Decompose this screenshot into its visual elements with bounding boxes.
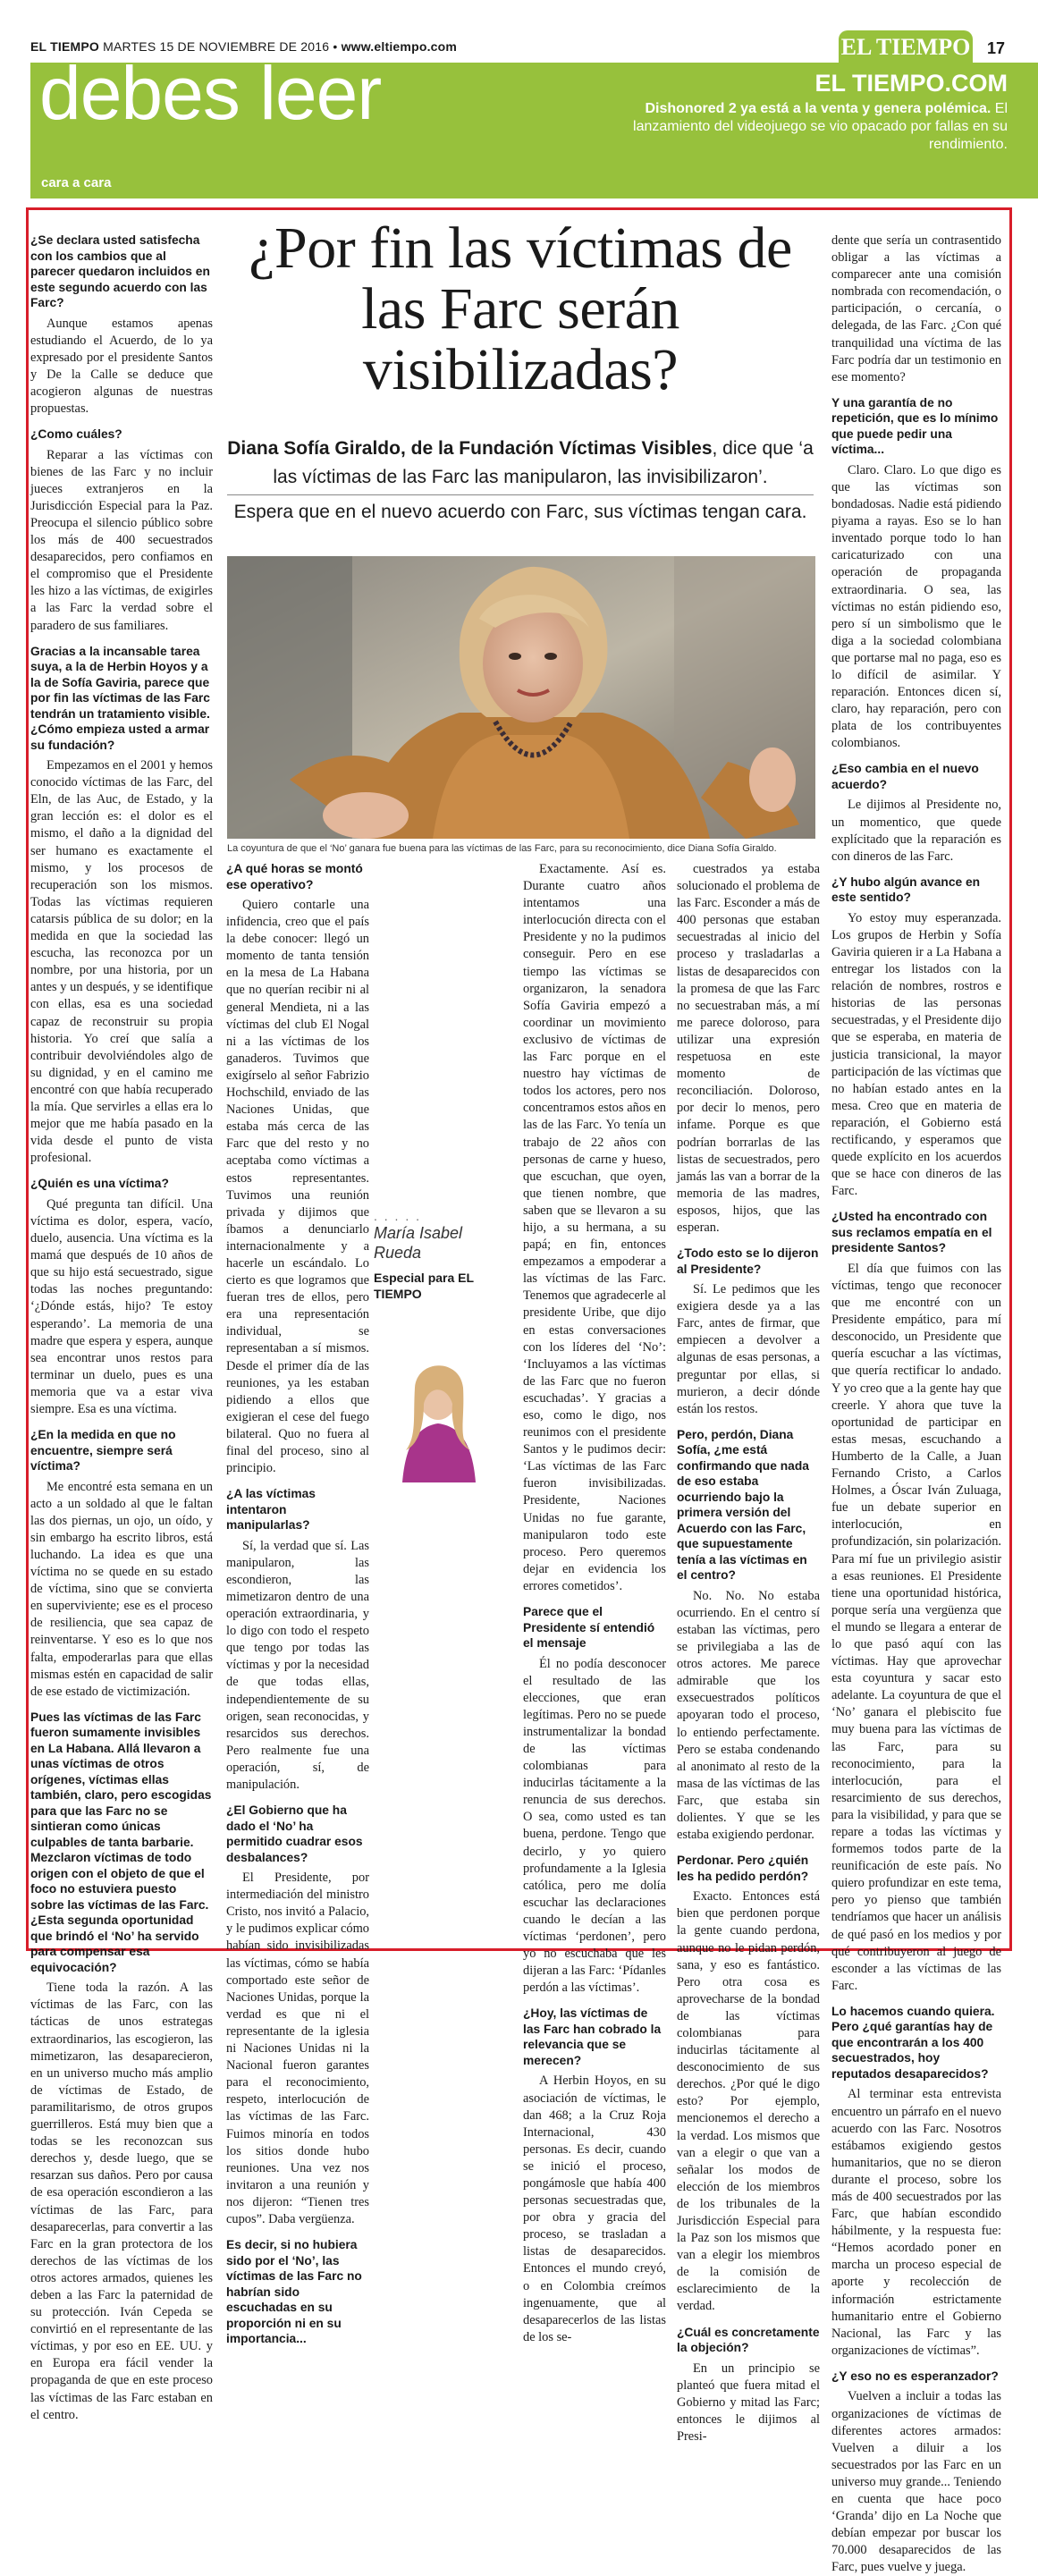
interview-answer: No. No. No estaba ocurriendo. En el centro sí estaban las víctimas, pero se privilegiaba a las de otros actores. Me parece admirable que los exsecuestrados políticos apoyaran todo el proceso, lo entiendo perfectamente. Pero se estaba condenando al anonimato al resto de la masa de las víctimas de las Farc, que estaba sin dolientes. Y que se les estaba exigiendo perdonar.	[677, 1588, 820, 1843]
interview-answer: cuestrados ya estaba solucionado el problema de las Farc. Esconder a más de 400 personas que estaban secuestradas al inicio del proceso y trasladarlas a listas de desaparecidos con la promesa de que las Farc no secuestraban más, a mí me parece doloroso, para utilizar una expresión respetuosa en este momento de reconciliación. Doloroso, por decir lo menos, pero infame. Porque es que podrían borrarlas de las listas de secuestrados, pero jamás las van a borrar de la memoria de las madres, esposos, hijos, que las esperan.	[677, 862, 820, 1235]
interviewee-photo-illustration	[227, 556, 815, 839]
interview-answer: El día que fuimos con las víctimas, tengo que reconocer que me encontré con un Presidente empático, para mí desconocido, un Presidente que quería escuchar a las víctimas, que quería rectificar lo andado. Y yo creo que a la gente hay que creerle. Y ahora que tuve la oportunidad de participar en estas mesas, escuchando a Humberto de la Calle, a Juan Fernando Cristo, a Carlos Holmes, a Óscar Iván Zuluaga, fue un debate superior en interlocución, en profundización, sin polarización. Para mí fue un privilegio asistir a esas reuniones. El Presidente tiene una oportunidad histórica, porque sería una vergüenza que el mundo se llegara a enterar de lo que pasó aquí con las víctimas. Hay que aprovechar esta coyuntura y sacar esto adelante. La coyuntura de que el ‘No’ ganara el plebiscito fue muy buena para las víctimas de las Farc, para su reconocimiento, para la interlocución, para el resarcimiento de sus derechos, para la visibilidad, y para que se repare a todas las víctimas y formemos todos parte de la reunificación de este país. No quiero profundizar en este tema, pero yo pienso que también tendríamos que hacer un análisis de qué pasó en los medios y por qué contribuyeron al juego de esconder a las víctimas de las Farc.	[831, 1261, 1001, 1993]
interview-question: Lo hacemos cuando quiera. Pero ¿qué garantías hay de que encontrarán a los 400 secuestrados, hoy reputados desaparecidos?	[831, 2004, 995, 2081]
interview-answer: Sí, la verdad que sí. Las manipularon, las escondieron, las mimetizaron dentro de una operación extraordinaria, y lo digo con todo el respeto que tengo por todas las víctimas y por la necesidad de que todas ellas, independientemente de su origen, sean reconocidas, y resarcidos sus derechos. Pero realmente fue una operación, sí, de manipulación.	[226, 1538, 369, 1792]
interview-question: ¿Todo esto se lo dijeron al Presidente?	[677, 1246, 819, 1276]
interview-question: ¿Quién es una víctima?	[30, 1177, 169, 1191]
interviewee-photo	[227, 556, 815, 839]
interview-answer: Yo estoy muy esperanzada. Los grupos de Herbin y Sofía Gaviria quieren ir a La Habana a entregar los listados con la relación de nombres, rostros e historias de las personas secuestradas, y el Presidente dijo que se esperaba, en materia de justicia transicional, la mayor participación de las víctimas que no habían estado antes en la mesa. Creo que en materia de reparación, el Gobierno está rectificando, y esperamos que quede explícito en los acuerdos que se hace con dineros de las Farc.	[831, 910, 1001, 1199]
interview-question: ¿Como cuáles?	[30, 427, 122, 442]
interview-answer: dente que sería un contrasentido obligar a las víctimas a comparecer ante una comisión nombrada con recomendación, o participación, o cercanía, o delegada, de las Farc. ¿Con qué tranquilidad una víctima de las Farc podría dar un testimonio en ese momento?	[831, 233, 1001, 384]
interview-answer: El Presidente, por intermediación del ministro Cristo, nos invitó a Palacio, y le pudimos explicar cómo habían sido invisibilizadas las víctimas, cómo se había comportado este señor de Naciones Unidas, porque la verdad es que ni el representante de la iglesia ni Naciones Unidas ni la Nacional fueron garantes para el reconocimiento, respeto, interlocución de las víctimas de las Farc. Fuimos minoría en todos los sitios donde hubo reuniones. Una vez nos invitaron a una reunión y nos dijeron: “Tienen tres cupos”. Daba vergüenza.	[226, 1871, 369, 2226]
column-2	[226, 861, 369, 2346]
interview-answer: Qué pregunta tan difícil. Una víctima es dolor, espera, vacío, duelo, ausencia. Una víctima es la mamá que después de 10 años de que su hijo está secuestrado, sigue todas las noches preguntando: ‘¿Dónde estás, hijo? Te estoy esperando’. La memoria de una madre que espera y espera, aunque sea encontrar unos restos para terminar un duelo, pues es una memoria que va a estar viva siempre. Esa es una víctima.	[30, 1196, 213, 1416]
separator: •	[333, 39, 338, 54]
byline-name: María Isabel Rueda	[374, 1224, 463, 1262]
column-4	[677, 861, 820, 2444]
interview-question: ¿Eso cambia en el nuevo acuerdo?	[831, 762, 979, 791]
article-deck	[227, 435, 814, 527]
interview-answer: Al terminar esta entrevista encuentro un párrafo en el nuevo acuerdo con las Farc. Nosotros estábamos exigiendo gestos humanitarios, que no se dieron durante el proceso, sobre los más de 400 secuestrados por las Farc, que habían escondido hábilmente, y la respuesta fue: “Hemos acordado poner en marcha un proceso especial de aporte y recolección de información estrictamente humanitario entre el Gobierno Nacional, las Farc y las organizaciones de víctimas”.	[831, 2087, 1001, 2358]
deck-bold: Diana Sofía Giraldo, de la Fundación Víctimas Visibles	[227, 438, 713, 459]
interview-question: Gracias a la incansable tarea suya, a la de Herbin Hoyos y a la de Sofía Gaviria, parece que por fin las víctimas de las Farc tendrán un tratamiento visible. ¿Cómo empieza usted a armar su fundación?	[30, 644, 210, 752]
interview-question: Pues las víctimas de las Farc fueron sumamente invisibles en La Habana. Allá llevaron a unas víctimas de otros orígenes, víctimas ellas también, claro, pero escogidas para que las Farc no se sintieran como únicas culpables de tanta barbarie. Mezclaron víctimas de todo origen con el objeto de que el foco no estuviera puesto sobre las víctimas de las Farc. ¿Esta segunda oportunidad que brindó el ‘No’ ha servido para compensar esa equivocación?	[30, 1710, 212, 1974]
interview-answer: Empezamos en el 2001 y hemos conocido víctimas de las Farc, del Eln, de las Auc, de Estado, y la gran lección es: el dolor es el mismo, el daño a la dignidad del ser humano es exactamente el mismo, y los procesos de recuperación son los mismos. Todas las víctimas requieren catarsis pública de su dolor; en la medida en que la sociedad las escucha, las reconozca por un nombre, por una historia, por un antes y un después, y se identifique con ellas, esa es una sociedad capaz de reconstruir su propia historia. Yo creí que salía a contribuir devolviéndoles algo de su dignidad, y en el camino me encontré con que había recuperado la mía. Que servirles a ellas era lo mejor que me había pasado en la vida desde el punto de vista profesional.	[30, 758, 213, 1166]
column-1	[30, 232, 213, 2422]
promo-brand: EL TIEMPO.COM	[814, 70, 1008, 97]
byline-dots: . . . . .	[374, 1209, 422, 1223]
issue-date: MARTES 15 DE NOVIEMBRE DE 2016	[103, 39, 330, 54]
article-headline: ¿Por fin las víctimas de las Farc serán visibilizadas?	[249, 215, 792, 402]
website-url[interactable]: www.eltiempo.com	[341, 39, 458, 54]
section-title: debes leer	[39, 51, 382, 135]
byline	[374, 1209, 508, 1302]
brand-tab: EL TIEMPO	[839, 30, 973, 63]
deck-line-3: Espera que en el nuevo acuerdo con Farc, sus víctimas tengan cara.	[233, 502, 807, 522]
banner-margin	[0, 63, 30, 198]
interview-question: ¿A qué horas se montó ese operativo?	[226, 862, 363, 891]
interview-answer: A Herbin Hoyos, en su asociación de víctimas, le dan 468; a la Cruz Roja Internacional, 430 personas. Es decir, cuando se inició el proceso, pongámosle que había 400 personas secuestradas que, por obra y gracia del proceso, se trasladan a listas de desaparecidos. Entonces el mundo creyó, o en Colombia creímos ingenuamente, que al desaparecerlos de las listas de los se-	[523, 2073, 666, 2344]
interview-question: Y una garantía de no repetición, que es lo mínimo que puede pedir una víctima...	[831, 395, 999, 457]
interview-question: ¿En la medida en que no encuentre, siempre será víctima?	[30, 1428, 176, 1474]
interview-question: ¿A las víctimas intentaron manipularlas?	[226, 1487, 316, 1533]
interview-answer: Aunque estamos apenas estudiando el Acuerdo, de lo ya expresado por el presidente Santos y De la Calle se deduce que acogieron algunas de nuestras propuestas.	[30, 316, 213, 416]
interview-answer: Vuelven a incluir a todas las organizaciones de víctimas de diferentes actores armados: Vuelven a diluir a los secuestrados por las Farc en un universo muy grande... Teniendo en cuenta que hace poco ‘Granda’ dijo en La Noche que debían empezar por buscar los 70.000 desaparecidos de las Farc, pues vuelve y juega.	[831, 2389, 1001, 2575]
interview-answer: Quiero contarle una infidencia, creo que el país la debe conocer: llegó un momento de tanta tensión en la mesa de La Habana que no querían recibir ni al general Mendieta, ni a las víctimas del club El Nogal ni a las víctimas de los ganaderos. Tuvimos que exigírselo al señor Fabrizio Hochschild, enviado de las Naciones Unidas, que estaba más cerca de las Farc que del resto y no aceptaba como víctimas a estos representantes. Tuvimos una reunión privada y dijimos que íbamos a denunciarlo internacionalmente y a hacerle un escándalo. Lo cierto es que logramos que fueran tres de ellos, pero era una representación individual, se representaban a sí mismos. Desde el primer día de las reuniones, ya les estaban pidiendo a ellos que exigieran el cese del fuego bilateral. Quo no fuera al final del proceso, sino al principio.	[226, 898, 369, 1476]
interview-answer: Claro. Claro. Lo que digo es que las víctimas son bondadosas. Nadie está pidiendo piyama a rayas. Eso se lo han inventado porque todo lo han caricaturizado con una operación de propaganda extraordinaria. O sea, las víctimas no están pidiendo eso, pero sí un simbolismo que le diga a la sociedad colombiana que portarse mal no paga, eso es lo difícil de asimilar. Y reparación. Entonces dicen sí, claro, hay reparación, pero con plata de los contribuyentes colombianos.	[831, 462, 1001, 751]
interview-question: ¿Se declara usted satisfecha con los cambios que al parecer quedaron incluidos en este segundo acuerdo con las Farc?	[30, 233, 210, 309]
deck-rest: , dice que ‘a las víctimas de las Farc las manipularon, las invisibilizaron’.	[273, 438, 814, 487]
interview-answer: Él no podía desconocer el resultado de las elecciones, que eran legítimas. Pero no se puede instrumentalizar la bondad de las víctimas colombianas para inducirlas tácitamente a la renuncia de sus derechos. O sea, como usted es tan buena, perdone. Tengo que decirlo, y yo quiero profundamente a la Iglesia católica, pero me dolía escuchar las declaraciones cuando le decían a las víctimas ‘perdonen’, pero yo no escuchaba que les dijeran a las Farc: ‘Pídanles perdón a las víctimas’.	[523, 1656, 666, 1996]
interview-answer: Me encontré esta semana en un acto a un soldado al que le faltan las dos piernas, un ojo, un oído, y sin embargo ha escrito libros, está luchando. La idea es que una víctima no se quede en su estado de víctima, sino que se convierta en superviviente; ese es el proceso de resiliencia, que sea capaz de reinventarse. Y eso es lo que nos falta, empoderarlas para que ellas mismas estén en capacidad de salir de ese estado de victimización.	[30, 1479, 213, 1699]
interview-question: ¿El Gobierno que ha dado el ‘No’ ha permitido cuadrar esos desbalances?	[226, 1803, 363, 1864]
photo-caption: La coyuntura de que el ‘No’ ganara fue buena para las víctimas de las Farc, para su reconocimiento, dice Diana Sofía Giraldo.	[227, 843, 777, 854]
interview-answer: Le dijimos al Presidente no, un momentico, que quede explícitado que la reparación es con dineros de las Farc.	[831, 798, 1001, 864]
interview-answer: Exactamente. Así es. Durante cuatro años intentamos una interlocución directa con el Presidente y no la pudimos conseguir. Pero en ese tiempo las víctimas se organizaron, la senadora Sofía Gaviria empezó a coordinar un movimiento exclusivo de víctimas de las Farc porque en el nuestro hay víctimas de todos los actores, pero nos concentramos estos años en las de las Farc. Yo tenía un trabajo de 22 años con personas de carne y hueso, que escuchan, que oyen, que tienen nombre, que saben que se llevaron a su hijo, a su hermana, a su papá; en fin, entonces empezamos a empoderar a las víctimas de las Farc. Tenemos que agradecerle al presidente Uribe, que dijo en estas conversaciones con los líderes del ‘No’: ‘Incluyamos a las víctimas de las Farc que no fueron escuchadas’. Y gracias a eso, como le digo, nos reunimos con el presidente Santos y le pudimos decir: ‘Las víctimas de las Farc fueron invisibilizadas. Presidente, Naciones Unidas no fue garante, manipularon todo este proceso. Pero queremos dejar en evidencia los errores cometidos’.	[523, 862, 666, 1593]
column-5	[831, 232, 1001, 2575]
page-number: 17	[987, 39, 1006, 57]
column-3	[523, 861, 666, 2344]
interview-question: ¿Usted ha encontrado con sus reclamos empatía en el presidente Santos?	[831, 1210, 992, 1255]
author-photo	[393, 1332, 483, 1482]
interview-answer: Exacto. Entonces está bien que perdonen porque la gente cuando perdona, aunque no le pidan perdón, sana, y eso es fantástico. Pero otra cosa es aprovecharse de la bondad de las víctimas colombianas para inducirlas tácitamente al desconocimiento de sus derechos. ¿Por qué le digo esto? Por ejemplo, mencionemos el derecho a la verdad. Los mismos que van a elegir o que van a señalar los modos de elección de los miembros de los tribunales de la Jurisdicción Especial para la Paz son los mismos que van a elegir los miembros de la comisión de esclarecimiento de la verdad.	[677, 1889, 820, 2314]
interview-answer: Sí. Le pedimos que les exigiera desde ya a las Farc, antes de firmar, que empiecen a devolver a algunas de esas personas, a preguntar por ellas, si murieron, a decir dónde están los restos.	[677, 1282, 820, 1416]
interview-question: ¿Hoy, las víctimas de las Farc han cobrado la relevancia que se merecen?	[523, 2006, 662, 2067]
interview-question: ¿Cuál es concretamente la objeción?	[677, 2325, 820, 2355]
interview-answer: En un principio se planteó que fuera mitad el Gobierno y mitad las Farc; entonces le dijimos al Presi-	[677, 2361, 820, 2444]
interview-answer: Reparar a las víctimas con bienes de las Farc y no incluir jueces extranjeros en la Jurisdicción Especial para la Paz. Preocupa el silencio público sobre los más de 400 secuestrados desaparecidos, pero confiamos en el compromiso que el Presidente les hizo a las víctimas, de exigirles a las Farc la verdad sobre el paradero de sus familiares.	[30, 447, 213, 633]
subsection-title: cara a cara	[41, 175, 112, 190]
interview-question: ¿Y eso no es esperanzador?	[831, 2369, 999, 2383]
interview-question: ¿Y hubo algún avance en este sentido?	[831, 874, 981, 905]
interview-answer: Tiene toda la razón. A las víctimas de las Farc, con las tácticas de unos estrategas extraordinarios, las escogieron, las mimetizaron, las desaparecieron, en un universo mucho más amplio de víctimas de Estado, de paramilitarismo, de otros grupos guerrilleros. Está muy bien que a todas se les reconozcan sus derechos y, desde luego, que se resarzan sus daños. Pero por causa de esa operación escondieron a las víctimas de las Farc, para desaparecerlas, para convertir a las Farc en la gran protectora de los derechos de las víctimas de los otros actores armados, quienes les deben a las Farc la paternidad de su protección. Iván Cepeda se convirtió en el representante de las víctimas, y por eso en EE. UU. y en Europa era fácil vender la propaganda de que en este proceso las víctimas de las Farc estaban en el centro.	[30, 1981, 213, 2422]
deck-rule	[227, 494, 814, 495]
interview-question: Es decir, si no hubiera sido por el ‘No’, las víctimas de las Farc no habrían sido escuchadas en su proporción ni en su importancia...	[226, 2238, 362, 2346]
interview-question: Pero, perdón, Diana Sofía, ¿me está confirmando que nada de eso estaba ocurriendo bajo la primera versión del Acuerdo con las Farc, que supuestamente tenía a las víctimas en el centro?	[677, 1427, 809, 1583]
author-photo-illustration	[393, 1332, 483, 1482]
paper-name: EL TIEMPO	[30, 39, 99, 54]
interview-question: Parece que el Presidente sí entendió el mensaje	[523, 1605, 655, 1651]
promo-teaser[interactable]	[596, 100, 1008, 154]
promo-bold: Dishonored 2 ya está a la venta y genera polémica.	[645, 101, 992, 116]
interview-question: Perdonar. Pero ¿quién les ha pedido perdón?	[677, 1854, 809, 1883]
promo-rest: El lanzamiento del videojuego se vio opacado por fallas en su rendimiento.	[633, 101, 1008, 152]
byline-role: Especial para EL TIEMPO	[374, 1271, 474, 1301]
